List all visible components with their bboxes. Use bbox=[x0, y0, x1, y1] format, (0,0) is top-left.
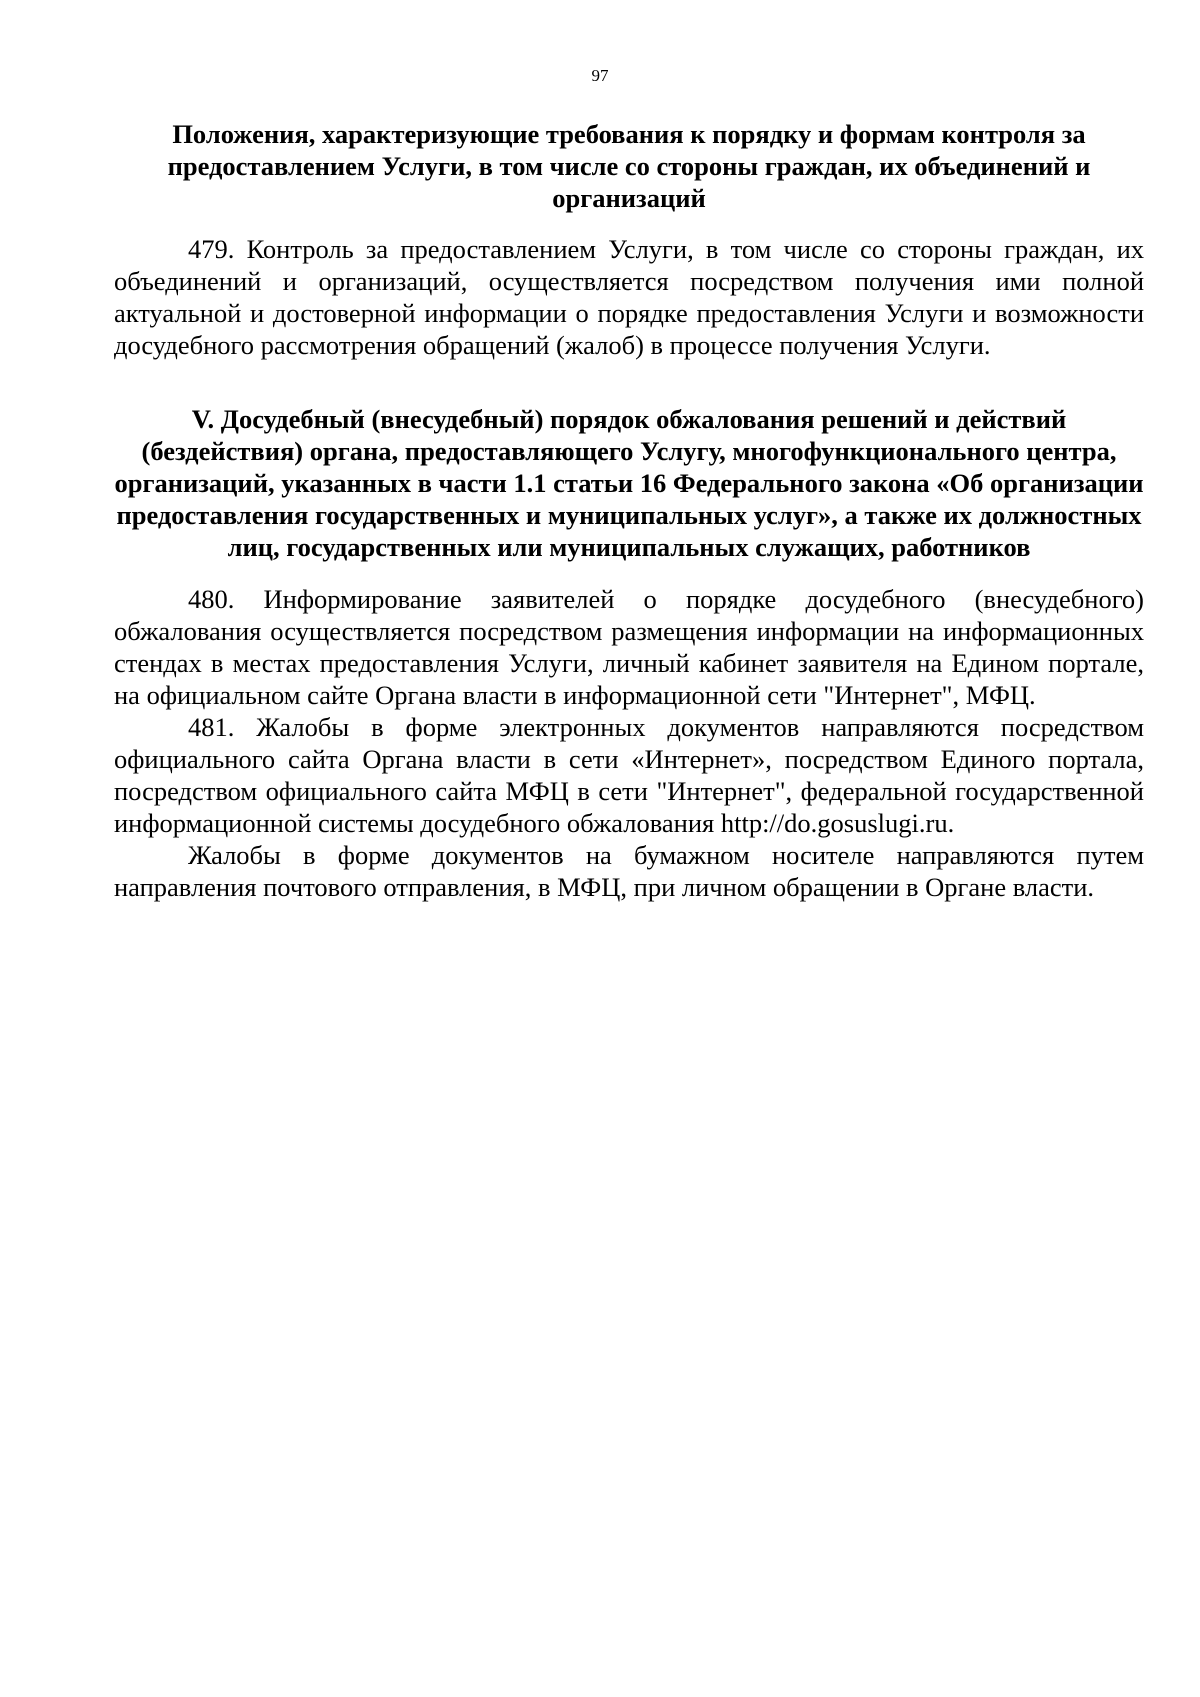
paragraph-479: 479. Контроль за предоставлением Услуги, в том числе со стороны граждан, их объединений и организаций, осуществляется посредством получения ими полной актуальной и достоверной информации о порядке предоставления Услуги и возможности досудебного рассмотрения обращений (жалоб) в процессе получения Услуги. bbox=[114, 234, 1144, 360]
section-heading-appeal: V. Досудебный (внесудебный) порядок обжалования решений и действий (бездействия) органа, предоставляющего Услугу, многофункционального центра, организаций, указанных в части 1.1 статьи 16 Федерального закона «Об организации предоставления государственных и муниципальных услуг», а также их должностных лиц, государственных или муниципальных служащих, работников bbox=[114, 404, 1144, 562]
section-heading-control: Положения, характеризующие требования к порядку и формам контроля за предоставлением Услуги, в том числе со стороны граждан, их объединений и организаций bbox=[167, 119, 1091, 213]
document-body bbox=[114, 118, 1144, 903]
page-number: 97 bbox=[591, 66, 609, 85]
paragraph-481: 481. Жалобы в форме электронных документов направляются посредством официального сайта Органа власти в сети «Интернет», посредством Единого портала, посредством официального сайта МФЦ в сети "Интернет", федеральной государственной информационной системы досудебного обжалования http://do.gosuslugi.ru. bbox=[114, 712, 1144, 838]
paragraph-paper-complaints: Жалобы в форме документов на бумажном носителе направляются путем направления почтового отправления, в МФЦ, при личном обращении в Органе власти. bbox=[114, 840, 1144, 902]
paragraph-480: 480. Информирование заявителей о порядке досудебного (внесудебного) обжалования осуществляется посредством размещения информации на информационных стендах в местах предоставления Услуги, личный кабинет заявителя на Едином портале, на официальном сайте Органа власти в информационной сети "Интернет", МФЦ. bbox=[114, 584, 1144, 710]
